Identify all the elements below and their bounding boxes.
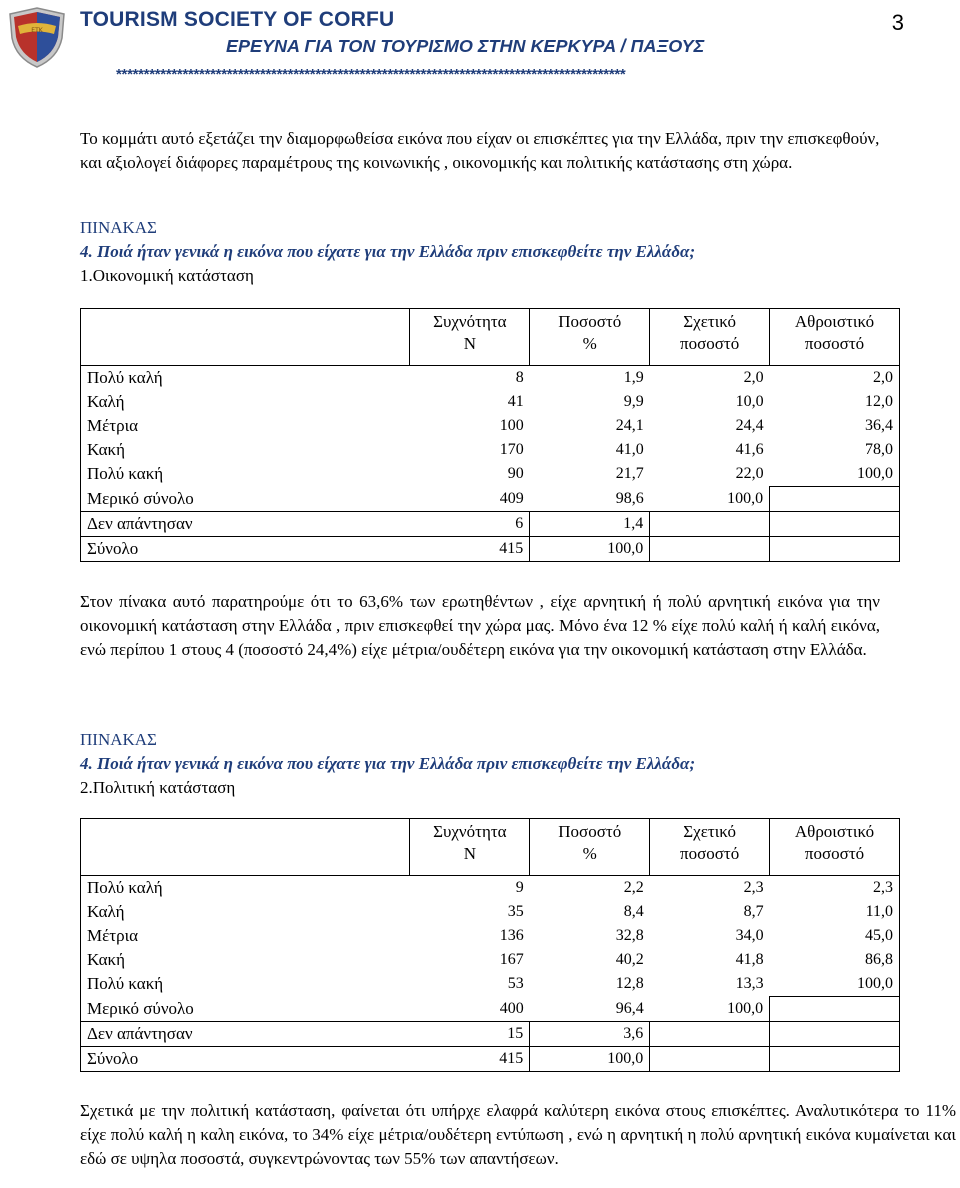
table2-subtitle: 2.Πολιτική κατάσταση bbox=[80, 778, 236, 797]
table-row: Καλή 41 9,9 10,0 12,0 bbox=[87, 392, 893, 411]
header-cumulative-percent: Αθροιστικό ποσοστό bbox=[770, 309, 900, 366]
table-row: Μέτρια 100 24,1 24,4 36,4 bbox=[87, 416, 893, 435]
header-separator: ******************************************************************************************** bbox=[116, 66, 626, 83]
table-row: Μερικό σύνολο 400 96,4 100,0 bbox=[81, 997, 900, 1022]
table-row: Πολύ κακή 53 12,8 13,3 100,0 bbox=[87, 974, 893, 994]
table-row: Μέτρια 136 32,8 34,0 45,0 bbox=[87, 926, 893, 945]
table1-question: 4. Ποιά ήταν γενικά η εικόνα που είχατε για την Ελλάδα πριν επισκεφθείτε την Ελλάδα; bbox=[80, 242, 696, 261]
table-row: Μερικό σύνολο 409 98,6 100,0 bbox=[81, 487, 900, 512]
table-row: Πολύ καλή 9 2,2 2,3 2,3 bbox=[87, 878, 893, 897]
comment-political: Σχετικά με την πολιτική κατάσταση, φαίνεται ότι υπήρχε ελαφρά καλύτερη εικόνα στους επισκέπτες. Αναλυτικότερα το 11% είχε πολύ καλή η καλη εικόνα, το 34% είχε μέτρια/ουδέτερη εντύπωση , ενώ η αρνητική η πολύ αρνητική εικόνα κυμαίνεται και εδώ σε υψηλα ποσοστά, συγκεντρώνοντας των 55% των απαντήσεων. bbox=[80, 1101, 956, 1168]
organization-name: TOURISM SOCIETY OF CORFU bbox=[80, 8, 395, 31]
table-row: Πολύ καλή 8 1,9 2,0 2,0 bbox=[87, 368, 893, 387]
table-row: Κακή 167 40,2 41,8 86,8 bbox=[87, 950, 893, 969]
header-relative-percent: Σχετικό ποσοστό bbox=[650, 309, 770, 366]
society-crest-icon bbox=[4, 4, 70, 70]
table-economic-situation bbox=[80, 308, 900, 562]
header-empty-cell bbox=[81, 309, 410, 366]
table-row: Κακή 170 41,0 41,6 78,0 bbox=[87, 440, 893, 459]
table2-label: ΠΙΝΑΚΑΣ bbox=[80, 730, 157, 749]
header-empty-cell bbox=[81, 819, 410, 876]
table-header-row bbox=[81, 819, 900, 876]
page-header bbox=[0, 0, 960, 95]
svg-text:ΕΤΚ: ΕΤΚ bbox=[31, 27, 43, 34]
table1-label: ΠΙΝΑΚΑΣ bbox=[80, 218, 157, 237]
table-row: Καλή 35 8,4 8,7 11,0 bbox=[87, 902, 893, 921]
table-row: Δεν απάντησαν 6 1,4 bbox=[81, 512, 900, 537]
header-frequency: Συχνότητα N bbox=[410, 309, 530, 366]
table-header-row bbox=[81, 309, 900, 366]
page-number: 3 bbox=[891, 10, 904, 35]
table2-question: 4. Ποιά ήταν γενικά η εικόνα που είχατε για την Ελλάδα πριν επισκεφθείτε την Ελλάδα; bbox=[80, 754, 696, 773]
comment-economic: Στον πίνακα αυτό παρατηρούμε ότι το 63,6% των ερωτηθέντων , είχε αρνητική ή πολύ αρνητική εικόνα για την οικονομική κατάσταση στην Ελλάδα , πριν επισκεφθεί την χώρα μας. Μόνο ένα 12 % είχε πολύ καλή ή καλή εικόνα, ενώ περίπου 1 στους 4 (ποσοστό 24,4%) είχε μέτρια/ουδέτερη εικόνα για την οικονομική κατάσταση στην Ελλάδα. bbox=[80, 592, 880, 659]
header-percent: Ποσοστό % bbox=[530, 819, 650, 876]
table1-subtitle: 1.Οικονομική κατάσταση bbox=[80, 266, 254, 285]
header-cumulative-percent: Αθροιστικό ποσοστό bbox=[770, 819, 900, 876]
table-row: Δεν απάντησαν 15 3,6 bbox=[81, 1022, 900, 1047]
intro-paragraph: Το κομμάτι αυτό εξετάζει την διαμορφωθείσα εικόνα που είχαν οι επισκέπτες για την Ελλάδα, πριν την επισκεφθούν, και αξιολογεί διάφορες παραμέτρους της κοινωνικής , οικονομικής και πολιτικής κατάστασης στη χώρα. bbox=[80, 129, 880, 172]
table-political-situation bbox=[80, 818, 900, 1072]
header-percent: Ποσοστό % bbox=[530, 309, 650, 366]
table-row: Πολύ κακή 90 21,7 22,0 100,0 bbox=[87, 464, 893, 484]
report-subtitle: ΕΡΕΥΝΑ ΓΙΑ ΤΟΝ ΤΟΥΡΙΣΜΟ ΣΤΗΝ ΚΕΡΚΥΡΑ / ΠΑΞΟΥΣ bbox=[226, 36, 705, 56]
table-row: Σύνολο 415 100,0 bbox=[81, 537, 900, 562]
header-frequency: Συχνότητα N bbox=[410, 819, 530, 876]
header-relative-percent: Σχετικό ποσοστό bbox=[650, 819, 770, 876]
table-row: Σύνολο 415 100,0 bbox=[81, 1047, 900, 1072]
